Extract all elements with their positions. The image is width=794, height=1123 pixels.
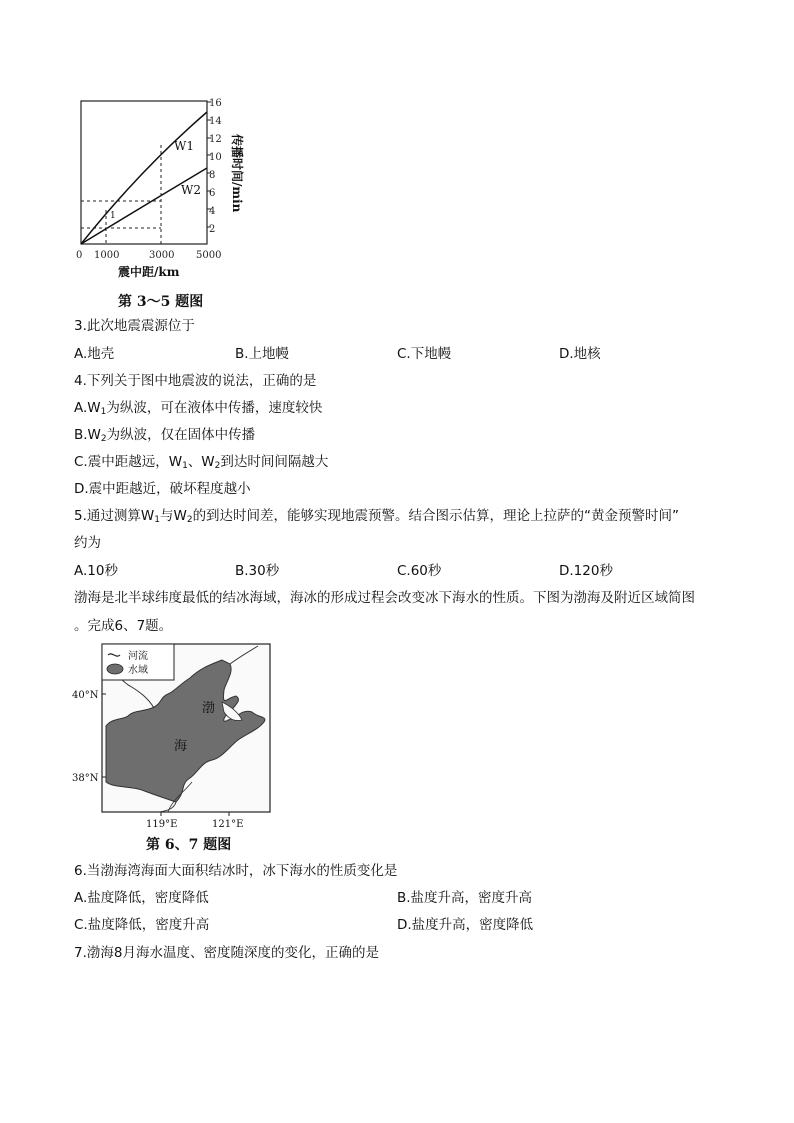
q3-option-b: B.上地幔 [235, 346, 290, 362]
y-tick-10: 10 [209, 152, 222, 163]
q5-option-b: B.30秒 [235, 563, 280, 579]
q4-stem: 4.下列关于图中地震波的说法，正确的是 [74, 373, 317, 389]
intro-line-2: 。完成6、7题。 [74, 618, 173, 634]
water-legend-icon [107, 664, 123, 674]
lat-40n: 40°N [72, 690, 99, 701]
w2-curve [81, 168, 207, 244]
q3-stem: 3.此次地震震源位于 [74, 318, 195, 334]
y-tick-2: 2 [209, 224, 216, 235]
q5-stem-line2: 约为 [74, 535, 101, 551]
bohai-sea-map [72, 642, 274, 838]
x-tick-0: 0 [76, 250, 83, 261]
y-tick-14: 14 [209, 116, 222, 127]
y-axis-label: 传播时间/min [230, 134, 244, 213]
q3-option-a: A.地壳 [74, 346, 115, 362]
q6-option-a: A.盐度降低，密度降低 [74, 890, 209, 906]
w2-label: W2 [181, 183, 201, 197]
y-tick-12: 12 [209, 134, 222, 145]
q4-option-b: $B.W_2$为纵波，仅在固体中传播 [74, 427, 256, 444]
y-tick-16: 16 [209, 98, 222, 109]
q3-option-c: C.下地幔 [397, 346, 452, 362]
q4-option-c: C.震中距越远，$W_1$、$W_2$到达时间间隔越大 [74, 454, 329, 471]
q5-option-d: D.120秒 [559, 563, 613, 579]
q6-option-b: B.盐度升高，密度升高 [397, 890, 533, 906]
x-tick-3000: 3000 [149, 250, 175, 261]
w1-curve [81, 112, 207, 244]
q6-stem: 6.当渤海湾海面大面积结冰时，冰下海水的性质变化是 [74, 863, 398, 879]
x-tick-1000: 1000 [94, 250, 120, 261]
y-tick-6: 6 [209, 188, 216, 199]
q6-option-c: C.盐度降低，密度升高 [74, 917, 210, 933]
figure1-caption: 第 3～5 题图 [118, 294, 204, 310]
q5-stem: 5.通过测算$W_1$与$W_2$的到达时间差，能够实现地震预警。结合图示估算，理论上拉萨的“黄金预警时间” [74, 508, 680, 525]
lat-38n: 38°N [72, 773, 99, 784]
legend-river: 河流 [128, 651, 148, 662]
marker-label: 1 [110, 211, 116, 221]
x-tick-5000: 5000 [196, 250, 222, 261]
q7-stem: 7.渤海8月海水温度、密度随深度的变化，正确的是 [74, 945, 379, 961]
sea-label-1: 渤 [202, 701, 216, 716]
intro-line-1: 渤海是北半球纬度最低的结冰海域，海冰的形成过程会改变冰下海水的性质。下图为渤海及附近区域简图 [74, 590, 695, 606]
w1-label: W1 [174, 139, 194, 153]
q3-option-d: D.地核 [559, 346, 601, 362]
q4-option-a: $A.W_1$为纵波，可在液体中传播，速度较快 [74, 400, 323, 417]
y-tick-8: 8 [209, 170, 216, 181]
legend-water: 水域 [128, 665, 148, 676]
q6-option-d: D.盐度升高，密度降低 [397, 917, 534, 933]
q4-option-d: D.震中距越近，破坏程度越小 [74, 481, 251, 497]
sea-label-2: 海 [174, 739, 188, 754]
q5-option-a: A.10秒 [74, 563, 118, 579]
figure2-caption: 第 6、7 题图 [146, 837, 232, 853]
lon-119e: 119°E [146, 819, 178, 830]
q5-option-c: C.60秒 [397, 563, 442, 579]
seismic-travel-time-figure [70, 90, 260, 290]
lon-121e: 121°E [212, 819, 244, 830]
y-tick-4: 4 [209, 206, 216, 217]
x-axis-label: 震中距/km [118, 265, 180, 279]
